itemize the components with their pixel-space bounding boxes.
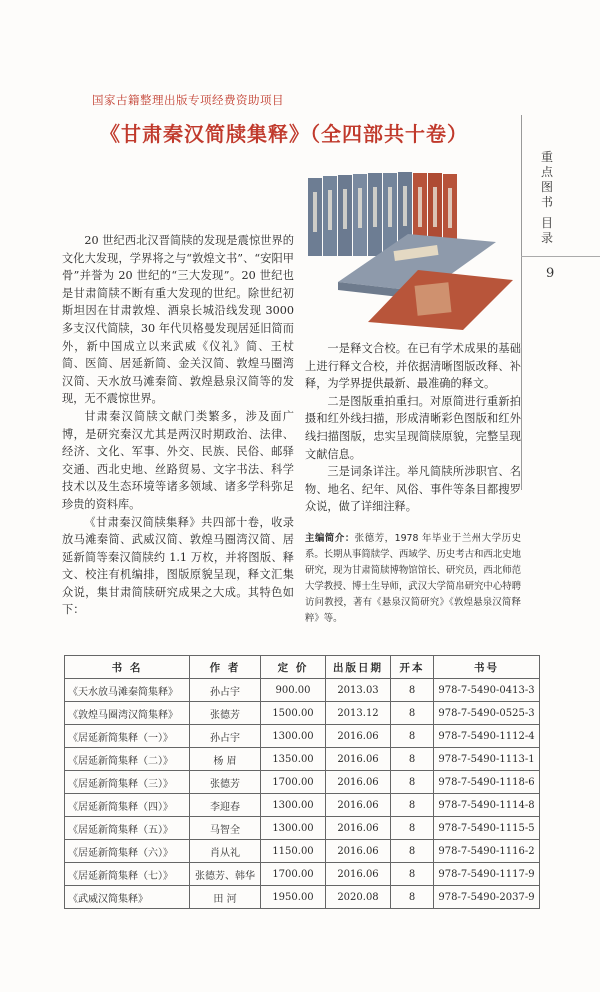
price-cell: 1300.00: [261, 817, 326, 840]
format-cell: 8: [391, 817, 434, 840]
format-cell: 8: [391, 840, 434, 863]
format-cell: 8: [391, 679, 434, 702]
header-date: 出版日期: [326, 656, 391, 679]
table-row: [65, 840, 540, 863]
author-cell: 张德芳: [190, 771, 261, 794]
isbn-cell: 978-7-5490-1115-5: [434, 817, 540, 840]
header-title: 书 名: [65, 656, 190, 679]
format-cell: 8: [391, 702, 434, 725]
paragraph: 三是词条详注。举凡简牍所涉职官、名物、地名、纪年、风俗、事件等条目都搜罗众说，做了详细注释。: [305, 465, 521, 514]
sidebar-divider: [521, 115, 522, 490]
author-cell: 杨 眉: [190, 748, 261, 771]
header-format: 开本: [391, 656, 434, 679]
table-row: [65, 771, 540, 794]
isbn-cell: 978-7-5490-2037-9: [434, 886, 540, 909]
table-row: [65, 794, 540, 817]
body-text-right: [305, 340, 521, 516]
paragraph: 一是释文合校。在已有学术成果的基础上进行释文合校，并依据清晰图版改释、补释，为学界提供最新、最准确的释文。: [305, 342, 521, 391]
section-char: 图: [540, 180, 553, 194]
paragraph: 20 世纪西北汉晋简牍的发现是震惊世界的文化大发现，学界将之与“敦煌文书”、“安阳甲骨”并誉为 20 世纪的“三大发现”。20 世纪也是甘肃简牍不断有重大发现的世纪。除世纪初斯坦因在甘肃敦煌、酒泉长城沿线发现 3000 多支汉代简牍，30 年代贝格曼发现居延旧简而外，新中国成立以来武威《仪礼》简、王杖简、医简、居延新简、金关汉简、敦煌马圈湾汉简、天水放马滩秦简、敦煌悬泉汉简等的发现，无不震惊世界。: [62, 234, 294, 406]
body-text-left: [62, 232, 294, 619]
price-cell: 1700.00: [261, 771, 326, 794]
table-row: [65, 886, 540, 909]
table-row: [65, 702, 540, 725]
price-cell: 1300.00: [261, 725, 326, 748]
publish-date-cell: 2016.06: [326, 863, 391, 886]
book-table: [64, 655, 540, 909]
price-cell: 1500.00: [261, 702, 326, 725]
price-cell: 900.00: [261, 679, 326, 702]
publish-date-cell: 2020.08: [326, 886, 391, 909]
publish-date-cell: 2013.03: [326, 679, 391, 702]
author-cell: 孙占宇: [190, 679, 261, 702]
publish-date-cell: 2016.06: [326, 794, 391, 817]
table-row: [65, 748, 540, 771]
author-cell: 张德芳、韩华: [190, 863, 261, 886]
format-cell: 8: [391, 771, 434, 794]
author-cell: 马智全: [190, 817, 261, 840]
section-char: 重: [540, 150, 553, 164]
page-number: 9: [546, 266, 555, 281]
table-row: [65, 725, 540, 748]
header-author: 作 者: [190, 656, 261, 679]
table-row: [65, 679, 540, 702]
format-cell: 8: [391, 863, 434, 886]
book-title-cell: 《居延新简集释（一）》: [65, 725, 190, 748]
price-cell: 1700.00: [261, 863, 326, 886]
isbn-cell: 978-7-5490-1117-9: [434, 863, 540, 886]
bio-label: 主编简介：: [305, 533, 355, 544]
section-label: [538, 150, 556, 246]
price-cell: 1950.00: [261, 886, 326, 909]
format-cell: 8: [391, 886, 434, 909]
book-title-cell: 《居延新简集释（四）》: [65, 794, 190, 817]
header-isbn: 书号: [434, 656, 540, 679]
publish-date-cell: 2016.06: [326, 748, 391, 771]
isbn-cell: 978-7-5490-1112-4: [434, 725, 540, 748]
book-title-cell: 《居延新简集释（六）》: [65, 840, 190, 863]
table-header-row: [65, 656, 540, 679]
isbn-cell: 978-7-5490-1116-2: [434, 840, 540, 863]
section-char: 目: [540, 216, 553, 230]
book-set-image: [298, 172, 516, 330]
page-number-divider: [521, 256, 600, 257]
page-title: 《甘肃秦汉简牍集释》（全四部共十卷）: [100, 122, 468, 146]
price-cell: 1350.00: [261, 748, 326, 771]
author-cell: 张德芳: [190, 702, 261, 725]
section-char: 录: [540, 231, 553, 245]
editor-bio: [305, 531, 521, 627]
book-title-cell: 《居延新简集释（三）》: [65, 771, 190, 794]
paragraph: 甘肃秦汉简牍文献门类繁多，涉及面广博，是研究秦汉尤其是两汉时期政治、法律、经济、文化、军事、外交、民族、民俗、邮驿交通、西北史地、丝路贸易、文字书法、科学技术以及生态环境等诸多领域、诸多学科弥足珍贵的资料库。: [62, 409, 294, 511]
table-row: [65, 863, 540, 886]
format-cell: 8: [391, 794, 434, 817]
author-cell: 肖从礼: [190, 840, 261, 863]
price-cell: 1150.00: [261, 840, 326, 863]
book-title-cell: 《天水放马滩秦简集释》: [65, 679, 190, 702]
paragraph: 二是图版重拍重扫。对原简进行重新拍摄和红外线扫描，形成清晰彩色图版和红外线扫描图版，忠实呈现简牍原貌，完整呈现文献信息。: [305, 394, 521, 461]
publish-date-cell: 2016.06: [326, 771, 391, 794]
publish-date-cell: 2016.06: [326, 725, 391, 748]
publish-date-cell: 2016.06: [326, 817, 391, 840]
header-price: 定 价: [261, 656, 326, 679]
book-title-cell: 《武威汉简集释》: [65, 886, 190, 909]
author-cell: 孙占宇: [190, 725, 261, 748]
isbn-cell: 978-7-5490-0525-3: [434, 702, 540, 725]
format-cell: 8: [391, 725, 434, 748]
book-title-cell: 《居延新简集释（五）》: [65, 817, 190, 840]
isbn-cell: 978-7-5490-1114-8: [434, 794, 540, 817]
author-cell: 田 河: [190, 886, 261, 909]
price-cell: 1300.00: [261, 794, 326, 817]
isbn-cell: 978-7-5490-0413-3: [434, 679, 540, 702]
author-cell: 李迎春: [190, 794, 261, 817]
book-title-cell: 《居延新简集释（七）》: [65, 863, 190, 886]
publish-date-cell: 2013.12: [326, 702, 391, 725]
paragraph: 《甘肃秦汉简牍集释》共四部十卷，收录放马滩秦简、武威汉简、敦煌马圈湾汉简、居延新简等秦汉简牍约 1.1 万枚，并将图版、释文、校注有机编排，图版原貌呈现，释文汇集众说，集甘肃简牍研究成果之大成。其特色如下：: [62, 515, 294, 617]
section-char: 点: [540, 165, 553, 179]
publish-date-cell: 2016.06: [326, 840, 391, 863]
format-cell: 8: [391, 748, 434, 771]
section-char: 书: [540, 195, 553, 209]
isbn-cell: 978-7-5490-1113-1: [434, 748, 540, 771]
isbn-cell: 978-7-5490-1118-6: [434, 771, 540, 794]
table-row: [65, 817, 540, 840]
book-title-cell: 《敦煌马圈湾汉简集释》: [65, 702, 190, 725]
bio-text: 张德芳，1978 年毕业于兰州大学历史系。长期从事简牍学、西域学、历史考古和西北史地研究，现为甘肃简牍博物馆馆长、研究员，西北师范大学教授、博士生导师，武汉大学简帛研究中心特聘访问教授，著有《悬泉汉简研究》《敦煌悬泉汉简释粹》等。: [305, 533, 521, 624]
book-title-cell: 《居延新简集释（二）》: [65, 748, 190, 771]
project-label: 国家古籍整理出版专项经费资助项目: [92, 93, 284, 107]
